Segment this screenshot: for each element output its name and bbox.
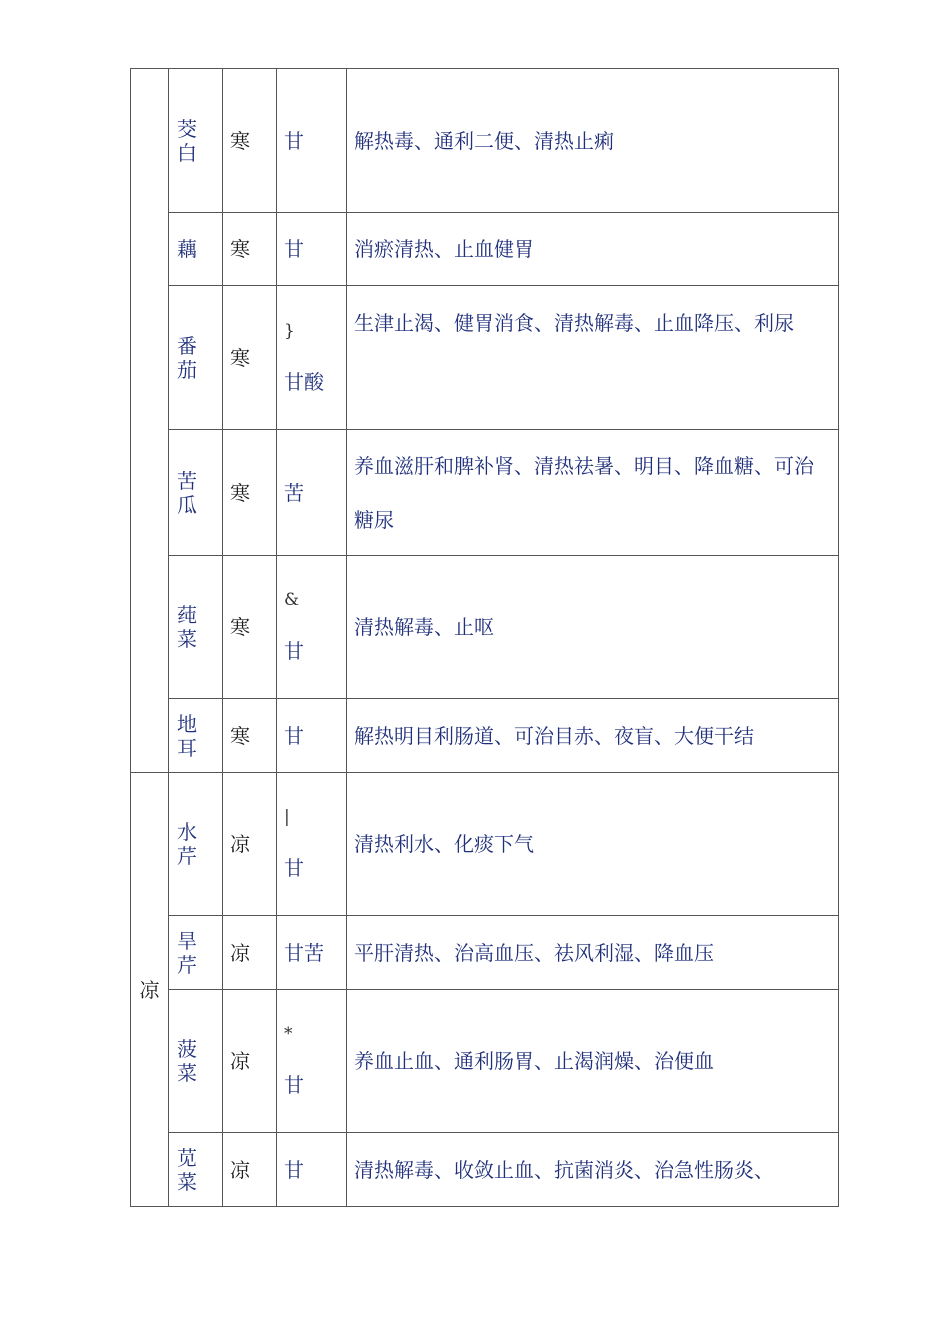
vegetable-name: 水芹 xyxy=(169,773,223,916)
table-row xyxy=(131,213,839,286)
vegetable-properties-table xyxy=(130,68,839,1207)
taste-cell xyxy=(277,213,347,286)
taste-mark: | xyxy=(284,807,290,827)
taste-cell xyxy=(277,916,347,990)
table-row xyxy=(131,1133,839,1207)
effect-cell: 生津止渴、健胃消食、清热解毒、止血降压、利尿 xyxy=(347,286,839,430)
taste-text: 甘苦 xyxy=(284,940,324,965)
effect-cell: 清热利水、化痰下气 xyxy=(347,773,839,916)
taste-text: 甘 xyxy=(284,237,304,261)
vegetable-name: 藕 xyxy=(169,213,223,286)
table-row xyxy=(131,916,839,990)
taste-text: 甘 xyxy=(284,1157,304,1182)
vegetable-name: 莼菜 xyxy=(169,556,223,699)
taste-mark: & xyxy=(284,590,300,610)
table-row xyxy=(131,990,839,1133)
vegetable-name: 茭白 xyxy=(169,69,223,213)
nature-cell: 凉 xyxy=(223,916,277,990)
taste-cell xyxy=(277,773,347,916)
nature-cell: 寒 xyxy=(223,213,277,286)
nature-cell: 寒 xyxy=(223,699,277,773)
taste-text: 苦 xyxy=(284,480,304,505)
effect-cell: 平肝清热、治高血压、祛风利湿、降血压 xyxy=(347,916,839,990)
taste-mark: } xyxy=(284,320,295,341)
taste-text: 甘酸 xyxy=(284,369,324,394)
effect-cell: 解热毒、通利二便、清热止痢 xyxy=(347,69,839,213)
table-row xyxy=(131,699,839,773)
taste-cell xyxy=(277,990,347,1133)
taste-cell xyxy=(277,1133,347,1207)
taste-text: 甘 xyxy=(284,856,304,880)
taste-cell xyxy=(277,699,347,773)
nature-cell: 寒 xyxy=(223,556,277,699)
nature-cell: 寒 xyxy=(223,430,277,556)
effect-cell: 清热解毒、收敛止血、抗菌消炎、治急性肠炎、 xyxy=(347,1133,839,1207)
vegetable-name: 旱芹 xyxy=(169,916,223,990)
table-row xyxy=(131,430,839,556)
taste-cell xyxy=(277,286,347,430)
vegetable-name: 苋菜 xyxy=(169,1133,223,1207)
nature-cell: 凉 xyxy=(223,990,277,1133)
taste-cell xyxy=(277,556,347,699)
taste-text: 甘 xyxy=(284,723,304,748)
table-row xyxy=(131,69,839,213)
effect-cell: 养血止血、通利肠胃、止渴润燥、治便血 xyxy=(347,990,839,1133)
nature-cell: 寒 xyxy=(223,286,277,430)
vegetable-name: 菠菜 xyxy=(169,990,223,1133)
effect-cell: 消瘀清热、止血健胃 xyxy=(347,213,839,286)
table-row xyxy=(131,773,839,916)
table-row xyxy=(131,286,839,430)
category-cell: 凉 xyxy=(131,773,169,1207)
effect-cell: 养血滋肝和脾补肾、清热祛暑、明目、降血糖、可治糖尿 xyxy=(347,430,839,556)
taste-cell xyxy=(277,430,347,556)
taste-mark: * xyxy=(284,1024,293,1044)
vegetable-name: 番茄 xyxy=(169,286,223,430)
vegetable-name: 苦瓜 xyxy=(169,430,223,556)
nature-cell: 凉 xyxy=(223,1133,277,1207)
effect-cell: 解热明目利肠道、可治目赤、夜盲、大便干结 xyxy=(347,699,839,773)
vegetable-name: 地耳 xyxy=(169,699,223,773)
taste-text: 甘 xyxy=(284,128,304,153)
table-row xyxy=(131,556,839,699)
nature-cell: 凉 xyxy=(223,773,277,916)
category-cell xyxy=(131,69,169,773)
taste-text: 甘 xyxy=(284,1073,304,1097)
taste-text: 甘 xyxy=(284,639,304,663)
effect-cell: 清热解毒、止呕 xyxy=(347,556,839,699)
nature-cell: 寒 xyxy=(223,69,277,213)
taste-cell xyxy=(277,69,347,213)
